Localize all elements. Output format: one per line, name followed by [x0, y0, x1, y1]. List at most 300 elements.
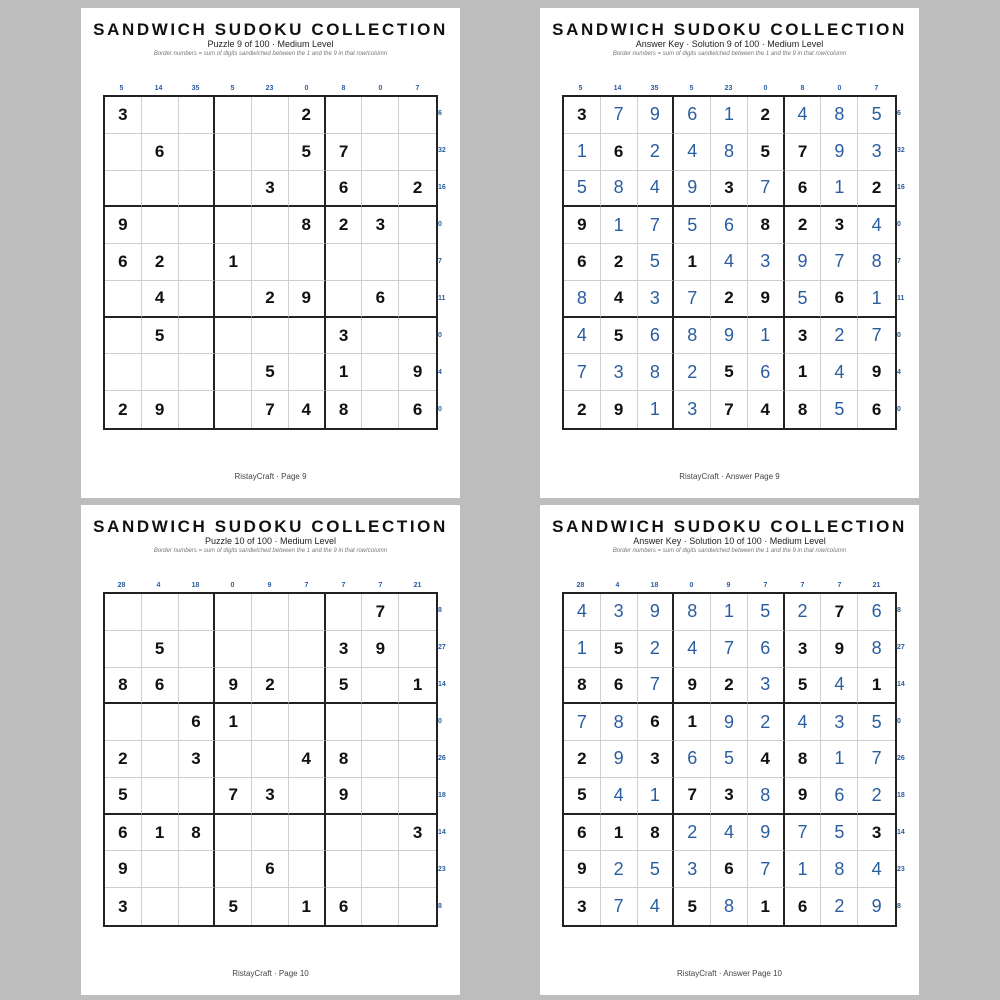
row-clues — [897, 592, 917, 927]
sudoku-cell: 2 — [252, 281, 289, 318]
sudoku-cell: 8 — [858, 244, 895, 281]
sudoku-cell — [399, 851, 436, 888]
sudoku-cell — [105, 631, 142, 668]
sudoku-grid — [562, 95, 897, 430]
sudoku-cell — [326, 244, 363, 281]
sudoku-cell: 5 — [711, 741, 748, 778]
sudoku-cell: 6 — [748, 631, 785, 668]
row-clue: 11 — [438, 295, 446, 302]
column-clue: 4 — [156, 582, 161, 589]
sudoku-cell: 5 — [821, 391, 858, 428]
column-clue: 5 — [119, 85, 124, 92]
sudoku-cell: 3 — [564, 888, 601, 925]
page-title: SANDWICH SUDOKU COLLECTION — [552, 20, 907, 39]
sudoku-cell: 8 — [748, 778, 785, 815]
sudoku-cell — [252, 244, 289, 281]
sudoku-cell: 6 — [105, 815, 142, 852]
sudoku-cell — [215, 741, 252, 778]
column-clue: 0 — [304, 85, 309, 92]
sudoku-cell: 7 — [638, 668, 675, 705]
row-clue: 7 — [897, 258, 901, 265]
row-clue: 8 — [897, 607, 901, 614]
sudoku-cell — [142, 207, 179, 244]
sudoku-cell: 2 — [674, 354, 711, 391]
sudoku-cell: 6 — [142, 668, 179, 705]
row-clue: 8 — [438, 607, 442, 614]
sudoku-cell — [179, 171, 216, 208]
sudoku-cell: 2 — [601, 851, 638, 888]
row-clue: 0 — [438, 406, 442, 413]
sudoku-cell: 2 — [638, 631, 675, 668]
sudoku-cell — [252, 741, 289, 778]
sudoku-cell: 2 — [858, 171, 895, 208]
sudoku-cell — [326, 281, 363, 318]
sudoku-cell: 4 — [601, 281, 638, 318]
sudoku-cell: 3 — [601, 354, 638, 391]
sudoku-cell: 2 — [252, 668, 289, 705]
row-clue: 14 — [897, 829, 905, 836]
sudoku-cell: 8 — [711, 888, 748, 925]
sudoku-cell: 3 — [326, 318, 363, 355]
row-clue: 6 — [897, 110, 901, 117]
sudoku-cell: 7 — [362, 594, 399, 631]
sudoku-cell — [399, 207, 436, 244]
sudoku-cell: 5 — [748, 134, 785, 171]
sudoku-cell: 1 — [601, 815, 638, 852]
sudoku-cell — [399, 97, 436, 134]
column-clue: 21 — [872, 582, 881, 589]
sudoku-cell: 9 — [674, 171, 711, 208]
sudoku-cell: 7 — [252, 391, 289, 428]
sudoku-grid — [103, 592, 438, 927]
sudoku-cell: 3 — [711, 778, 748, 815]
column-clues — [103, 85, 436, 95]
sudoku-cell: 7 — [564, 354, 601, 391]
sudoku-cell: 5 — [564, 778, 601, 815]
answer-key-page — [540, 505, 919, 995]
sudoku-cell — [105, 134, 142, 171]
sudoku-cell — [289, 778, 326, 815]
row-clue: 26 — [438, 755, 446, 762]
sudoku-cell: 9 — [858, 354, 895, 391]
sudoku-cell: 9 — [638, 594, 675, 631]
rule-note: Border numbers = sum of digits sandwiched between the 1 and the 9 in that row/column — [612, 51, 847, 57]
row-clues — [438, 95, 458, 430]
sudoku-cell: 2 — [399, 171, 436, 208]
page-footer: RistayCraft · Answer Page 10 — [677, 969, 782, 978]
row-clue: 16 — [897, 184, 905, 191]
sudoku-cell — [362, 815, 399, 852]
sudoku-cell: 9 — [748, 815, 785, 852]
row-clue: 26 — [897, 755, 905, 762]
sudoku-cell: 6 — [179, 704, 216, 741]
sudoku-cell — [399, 741, 436, 778]
sudoku-cell: 2 — [785, 594, 822, 631]
sudoku-cell: 5 — [601, 318, 638, 355]
sudoku-cell — [362, 244, 399, 281]
sudoku-cell: 6 — [674, 97, 711, 134]
sudoku-cell: 5 — [601, 631, 638, 668]
sudoku-cell — [362, 778, 399, 815]
sudoku-cell: 9 — [326, 778, 363, 815]
sudoku-cell: 6 — [362, 281, 399, 318]
sudoku-cell: 5 — [638, 851, 675, 888]
sudoku-cell: 9 — [564, 207, 601, 244]
column-clue: 0 — [763, 85, 768, 92]
sudoku-cell: 3 — [252, 778, 289, 815]
sudoku-cell — [179, 354, 216, 391]
row-clue: 18 — [438, 792, 446, 799]
sudoku-cell: 1 — [785, 851, 822, 888]
sudoku-cell: 6 — [601, 668, 638, 705]
sudoku-cell: 5 — [785, 281, 822, 318]
sudoku-cell: 9 — [638, 97, 675, 134]
sudoku-cell: 4 — [858, 207, 895, 244]
sudoku-cell — [179, 244, 216, 281]
sudoku-cell — [142, 741, 179, 778]
sudoku-cell: 8 — [564, 281, 601, 318]
sudoku-cell: 2 — [105, 391, 142, 428]
sudoku-cell: 2 — [711, 281, 748, 318]
sudoku-cell — [399, 134, 436, 171]
sudoku-cell — [362, 741, 399, 778]
sudoku-cell — [179, 851, 216, 888]
sudoku-cell — [362, 668, 399, 705]
sudoku-cell — [362, 851, 399, 888]
sudoku-cell: 2 — [821, 888, 858, 925]
sudoku-cell — [252, 97, 289, 134]
column-clue: 23 — [265, 85, 274, 92]
page-subtitle: Puzzle 10 of 100 · Medium Level — [204, 536, 337, 546]
sudoku-cell: 9 — [871, 896, 882, 917]
column-clue: 0 — [378, 85, 383, 92]
sudoku-cell: 2 — [564, 741, 601, 778]
sudoku-cell: 7 — [638, 207, 675, 244]
sudoku-cell: 6 — [858, 594, 895, 631]
sudoku-cell: 7 — [748, 171, 785, 208]
sudoku-cell — [179, 668, 216, 705]
row-clue: 23 — [897, 866, 905, 873]
column-clue: 7 — [304, 582, 309, 589]
sudoku-cell: 7 — [711, 391, 748, 428]
sudoku-cell: 2 — [289, 97, 326, 134]
sudoku-cell — [179, 207, 216, 244]
sudoku-cell — [142, 171, 179, 208]
sudoku-cell: 3 — [785, 318, 822, 355]
page-subtitle: Answer Key · Solution 10 of 100 · Medium Level — [633, 536, 826, 546]
sudoku-cell: 6 — [821, 281, 858, 318]
sudoku-cell: 6 — [564, 244, 601, 281]
sudoku-cell: 3 — [858, 134, 895, 171]
sudoku-cell — [362, 888, 399, 925]
row-clue: 4 — [438, 369, 442, 376]
sudoku-cell: 8 — [638, 815, 675, 852]
sudoku-cell: 1 — [785, 354, 822, 391]
sudoku-cell: 4 — [638, 888, 675, 925]
sudoku-cell: 1 — [564, 134, 601, 171]
sudoku-cell: 9 — [748, 281, 785, 318]
sudoku-cell: 2 — [821, 318, 858, 355]
sudoku-cell — [215, 391, 252, 428]
sudoku-cell: 7 — [785, 815, 822, 852]
sudoku-cell — [399, 281, 436, 318]
sudoku-cell: 9 — [601, 741, 638, 778]
sudoku-cell: 2 — [711, 668, 748, 705]
sudoku-cell: 5 — [252, 354, 289, 391]
sudoku-cell — [326, 97, 363, 134]
sudoku-grid — [562, 592, 897, 927]
sudoku-cell — [179, 318, 216, 355]
column-clue: 4 — [615, 582, 620, 589]
sudoku-cell: 6 — [674, 741, 711, 778]
sudoku-cell: 3 — [399, 815, 436, 852]
sudoku-cell — [326, 815, 363, 852]
column-clue: 14 — [154, 85, 163, 92]
sudoku-cell — [362, 391, 399, 428]
sudoku-cell: 1 — [821, 741, 858, 778]
sudoku-cell: 2 — [785, 207, 822, 244]
sudoku-cell: 9 — [289, 281, 326, 318]
sudoku-cell — [105, 354, 142, 391]
sudoku-cell: 3 — [105, 888, 142, 925]
sudoku-cell: 4 — [821, 668, 858, 705]
page-footer: RistayCraft · Answer Page 9 — [679, 472, 780, 481]
sudoku-cell: 1 — [748, 888, 785, 925]
sudoku-cell: 6 — [564, 815, 601, 852]
sudoku-cell: 7 — [821, 244, 858, 281]
sudoku-cell: 7 — [858, 318, 895, 355]
sudoku-cell: 6 — [601, 134, 638, 171]
sudoku-cell — [215, 281, 252, 318]
sudoku-cell: 9 — [821, 631, 858, 668]
sudoku-cell — [252, 134, 289, 171]
sudoku-cell: 2 — [564, 391, 601, 428]
column-clue: 7 — [378, 582, 383, 589]
sudoku-cell: 5 — [564, 171, 601, 208]
sudoku-cell — [252, 594, 289, 631]
sudoku-cell — [142, 97, 179, 134]
row-clue: 14 — [897, 681, 905, 688]
sudoku-cell: 8 — [674, 318, 711, 355]
sudoku-cell: 8 — [105, 668, 142, 705]
sudoku-cell — [142, 888, 179, 925]
sudoku-cell: 2 — [105, 741, 142, 778]
sudoku-cell: 6 — [748, 354, 785, 391]
sudoku-cell: 4 — [785, 97, 822, 134]
sudoku-cell — [252, 704, 289, 741]
page-footer: RistayCraft · Page 10 — [232, 969, 309, 978]
sudoku-cell: 3 — [674, 851, 711, 888]
column-clue: 7 — [837, 582, 842, 589]
sudoku-cell: 9 — [399, 354, 436, 391]
row-clue: 18 — [897, 792, 905, 799]
sudoku-cell: 7 — [601, 97, 638, 134]
sudoku-cell — [289, 244, 326, 281]
sudoku-cell: 2 — [142, 244, 179, 281]
sudoku-cell: 9 — [362, 631, 399, 668]
sudoku-cell: 4 — [601, 778, 638, 815]
sudoku-cell: 7 — [674, 281, 711, 318]
sudoku-cell: 8 — [638, 354, 675, 391]
column-clue: 0 — [837, 85, 842, 92]
column-clue: 5 — [230, 85, 235, 92]
sudoku-cell: 4 — [564, 594, 601, 631]
sudoku-cell: 9 — [821, 134, 858, 171]
sudoku-cell: 1 — [711, 97, 748, 134]
row-clue: 32 — [897, 147, 905, 154]
row-clue: 11 — [897, 295, 905, 302]
sudoku-cell: 4 — [674, 134, 711, 171]
sudoku-grid — [103, 95, 438, 430]
sudoku-cell: 3 — [564, 97, 601, 134]
sudoku-cell: 4 — [638, 171, 675, 208]
sudoku-cell — [179, 888, 216, 925]
sudoku-cell — [105, 171, 142, 208]
row-clue: 8 — [438, 903, 442, 910]
sudoku-cell — [362, 134, 399, 171]
sudoku-cell — [362, 318, 399, 355]
page-subtitle: Answer Key · Solution 9 of 100 · Medium Level — [635, 39, 824, 49]
sudoku-cell: 9 — [785, 244, 822, 281]
sudoku-cell: 4 — [674, 631, 711, 668]
sudoku-cell: 5 — [326, 668, 363, 705]
sudoku-cell — [142, 704, 179, 741]
sudoku-cell — [289, 318, 326, 355]
sudoku-cell: 6 — [326, 888, 363, 925]
column-clue: 18 — [650, 582, 659, 589]
sudoku-cell — [362, 171, 399, 208]
sudoku-cell: 1 — [858, 668, 895, 705]
sudoku-cell — [142, 594, 179, 631]
sudoku-cell: 7 — [821, 594, 858, 631]
row-clue: 27 — [897, 644, 905, 651]
sudoku-cell: 5 — [142, 318, 179, 355]
sudoku-cell — [399, 318, 436, 355]
sudoku-cell — [362, 97, 399, 134]
sudoku-cell: 1 — [601, 207, 638, 244]
sudoku-cell: 1 — [674, 704, 711, 741]
sudoku-cell: 8 — [289, 207, 326, 244]
sudoku-cell: 2 — [638, 134, 675, 171]
sudoku-cell: 8 — [179, 815, 216, 852]
sudoku-cell: 6 — [711, 851, 748, 888]
sudoku-cell — [179, 391, 216, 428]
column-clue: 0 — [689, 582, 694, 589]
page-title: SANDWICH SUDOKU COLLECTION — [93, 517, 448, 536]
sudoku-cell: 8 — [326, 391, 363, 428]
sudoku-cell: 6 — [326, 171, 363, 208]
sudoku-cell: 7 — [215, 778, 252, 815]
row-clue: 14 — [438, 829, 446, 836]
column-clues — [103, 582, 436, 592]
column-clue: 7 — [763, 582, 768, 589]
sudoku-cell: 3 — [821, 704, 858, 741]
sudoku-cell: 6 — [105, 244, 142, 281]
sudoku-cell — [105, 281, 142, 318]
sudoku-cell: 1 — [215, 704, 252, 741]
sudoku-cell — [289, 704, 326, 741]
sudoku-cell: 9 — [105, 851, 142, 888]
sudoku-cell: 7 — [564, 704, 601, 741]
sudoku-cell — [215, 318, 252, 355]
row-clue: 0 — [438, 221, 442, 228]
sudoku-cell — [289, 354, 326, 391]
column-clue: 21 — [413, 582, 422, 589]
sudoku-cell: 5 — [674, 207, 711, 244]
page-title: SANDWICH SUDOKU COLLECTION — [552, 517, 907, 536]
row-clues — [897, 95, 917, 430]
sudoku-cell: 1 — [638, 391, 675, 428]
sudoku-cell: 8 — [601, 171, 638, 208]
sudoku-cell: 1 — [564, 631, 601, 668]
rule-note: Border numbers = sum of digits sandwiched between the 1 and the 9 in that row/column — [153, 51, 388, 57]
sudoku-cell: 7 — [674, 778, 711, 815]
sudoku-cell: 3 — [748, 668, 785, 705]
sudoku-cell: 4 — [289, 391, 326, 428]
sudoku-cell — [179, 631, 216, 668]
sudoku-cell — [399, 888, 436, 925]
sudoku-cell: 4 — [821, 354, 858, 391]
column-clue: 7 — [800, 582, 805, 589]
sudoku-cell: 8 — [326, 741, 363, 778]
sudoku-cell — [252, 888, 289, 925]
sudoku-cell — [105, 318, 142, 355]
sudoku-cell: 4 — [289, 741, 326, 778]
sudoku-cell: 7 — [601, 888, 638, 925]
sudoku-cell: 1 — [748, 318, 785, 355]
sudoku-cell: 9 — [564, 851, 601, 888]
sudoku-cell — [215, 134, 252, 171]
sudoku-cell — [399, 704, 436, 741]
sudoku-cell: 5 — [142, 631, 179, 668]
sudoku-cell: 6 — [412, 399, 423, 419]
row-clue: 0 — [438, 332, 442, 339]
sudoku-cell: 4 — [711, 244, 748, 281]
sudoku-cell — [215, 354, 252, 391]
sudoku-cell: 5 — [785, 668, 822, 705]
sudoku-cell: 6 — [871, 399, 882, 419]
sudoku-cell: 1 — [674, 244, 711, 281]
sudoku-cell — [179, 281, 216, 318]
column-clue: 28 — [117, 582, 126, 589]
sudoku-cell: 5 — [821, 815, 858, 852]
sudoku-cell: 5 — [674, 888, 711, 925]
sudoku-cell: 5 — [858, 97, 895, 134]
puzzle-page — [81, 8, 460, 498]
sudoku-cell: 7 — [785, 134, 822, 171]
sudoku-cell: 3 — [858, 815, 895, 852]
sudoku-cell: 3 — [638, 281, 675, 318]
page-footer: RistayCraft · Page 9 — [234, 472, 307, 481]
sudoku-cell: 1 — [638, 778, 675, 815]
sudoku-cell — [179, 134, 216, 171]
column-clue: 14 — [613, 85, 622, 92]
column-clue: 5 — [689, 85, 694, 92]
sudoku-cell: 8 — [564, 668, 601, 705]
sudoku-cell: 1 — [821, 171, 858, 208]
column-clue: 35 — [650, 85, 659, 92]
sudoku-cell: 4 — [748, 741, 785, 778]
row-clue: 7 — [438, 258, 442, 265]
sudoku-cell: 4 — [858, 851, 895, 888]
row-clue: 23 — [438, 866, 446, 873]
row-clue: 32 — [438, 147, 446, 154]
sudoku-cell: 6 — [638, 318, 675, 355]
sudoku-cell — [252, 815, 289, 852]
row-clue: 0 — [897, 406, 901, 413]
sudoku-cell: 6 — [252, 851, 289, 888]
sudoku-cell — [289, 815, 326, 852]
